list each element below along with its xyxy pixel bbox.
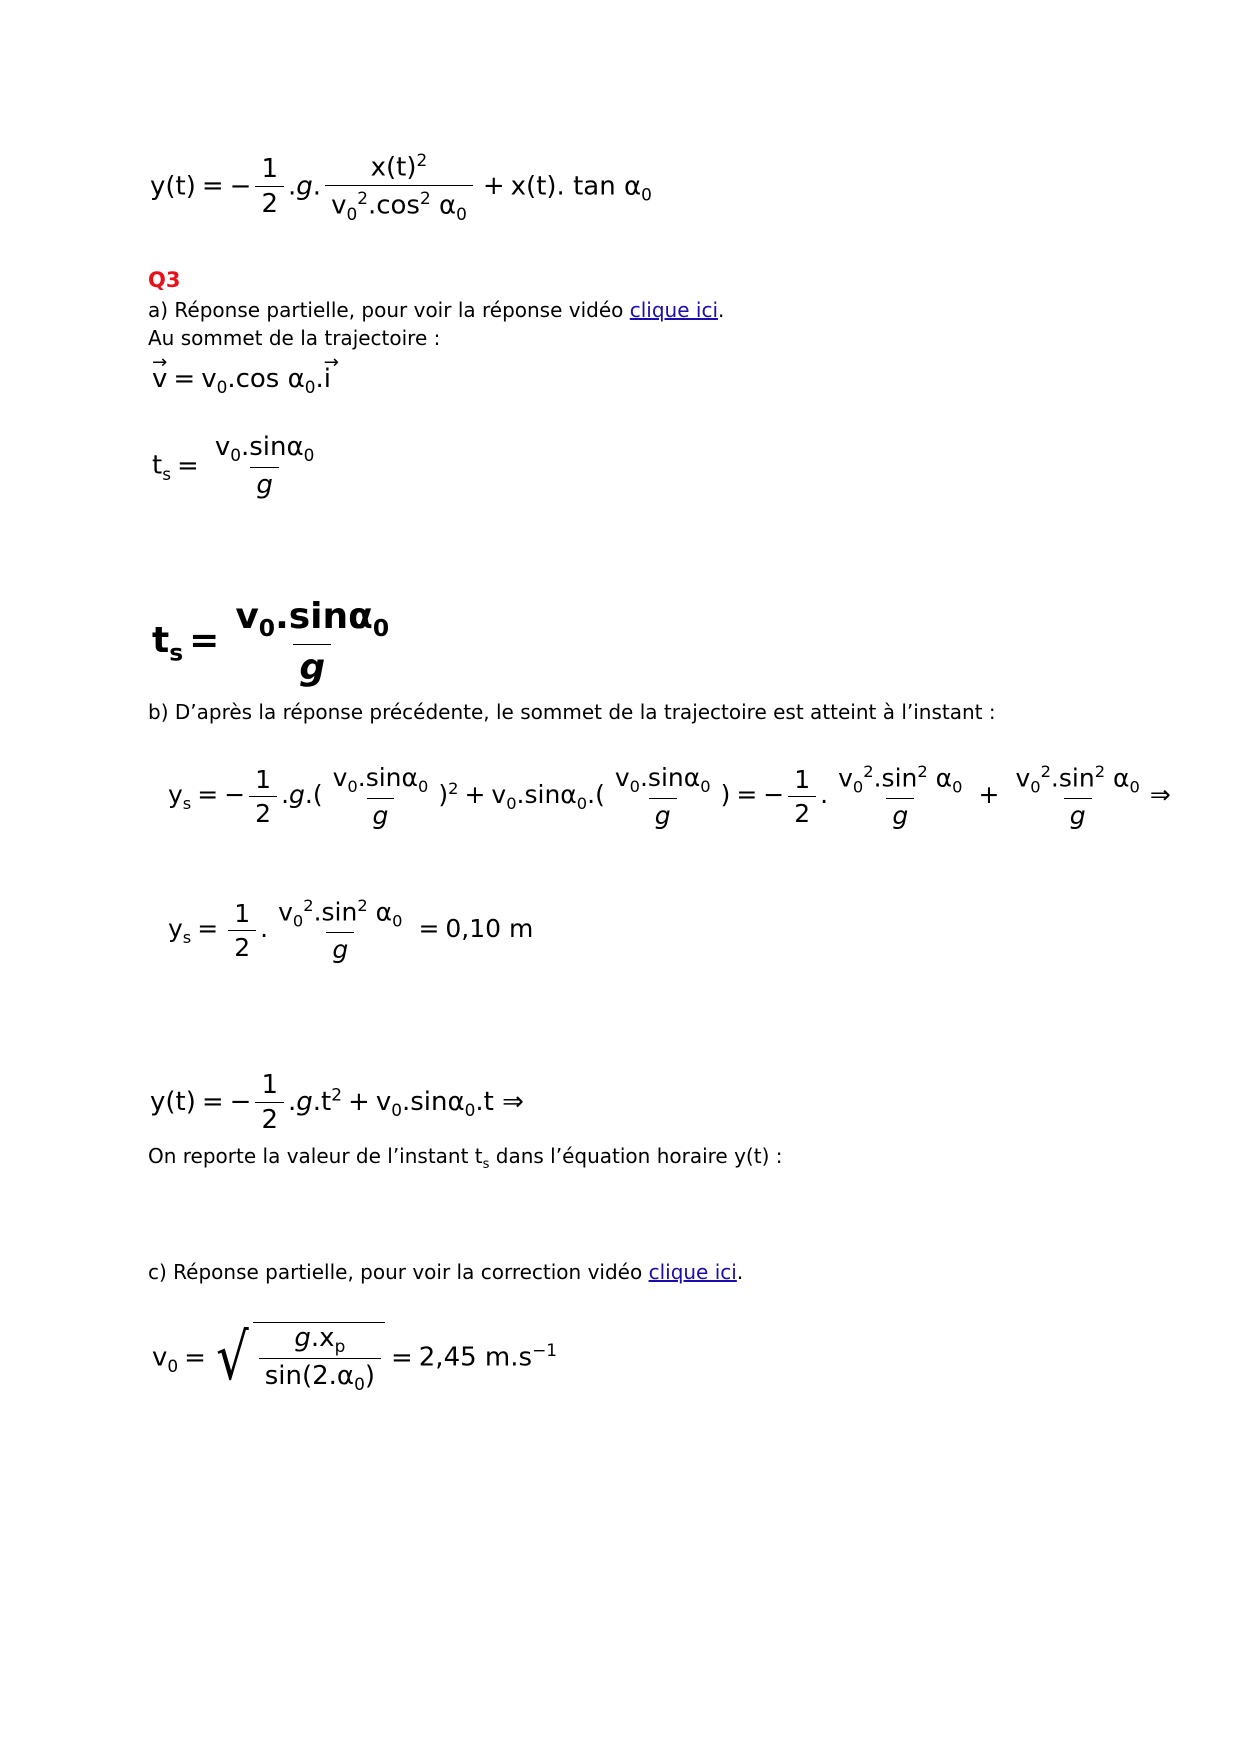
equation-hourly-y: y(t) = − $\frac{1}{2}$ $.g.t^2 + v_0.\sin\alpha_0.t$ ⇒ xyxy=(150,1070,524,1135)
equation-ts-large: $t_s$ = $\frac{v_0.\sin\alpha_0}{g}$ xyxy=(152,596,390,689)
answer-c-line xyxy=(148,1260,743,1284)
summit-label: Au sommet de la trajectoire : xyxy=(148,326,441,350)
question-label: Q3 xyxy=(148,268,181,292)
equation-ys-result: $y_s$ = $\frac{1}{2}$ . $\frac{v_0^2.\sin^2 \alpha_0}{g}$ = 0,10 m xyxy=(168,896,534,965)
answer-a-period: . xyxy=(718,298,725,322)
report-sub: s xyxy=(482,1157,490,1172)
video-link-a[interactable]: clique ici xyxy=(629,298,719,322)
video-link-c[interactable]: clique ici xyxy=(648,1260,737,1284)
answer-c-text: c) Réponse partielle, pour voir la correction vidéo xyxy=(148,1260,649,1284)
equation-ts-small: $t_s$ = $\frac{v_0.\sin\alpha_0}{g}$ xyxy=(152,432,315,501)
ys-value: 0,10 m xyxy=(445,914,534,944)
v0-value: 2,45 m.s xyxy=(418,1342,533,1373)
equation-trajectory: y(t) = − $\frac{1}{2}$ .g. $\frac{x(t)^2}{v_0^2.\cos^2 \alpha_0}$ + x(t). $\tan \alpha_0$ xyxy=(150,150,652,224)
report-text-end: dans l’équation horaire y(t) : xyxy=(489,1144,783,1168)
equation-v0: $v_0$ = √ $\frac{g.x_p}{\sin(2.\alpha_0)}$ = 2,45 $m.s^{-1}$ xyxy=(152,1321,557,1396)
answer-c-period: . xyxy=(736,1260,744,1284)
equation-velocity: → $v = v_0.\cos$ $\alpha_0.\to i$ xyxy=(152,364,331,397)
equation-ys-expanded: $y_s$ = − $\frac{1}{2}$ .g.( $\frac{v_0.\sin\alpha_0}{g}$ )$^2 + v_0.\sin\alpha_0$.( $\frac{v_0.\sin\alpha_0}{g}$ ) = − $\frac{1}{2}$ . $\frac{v_0^2.\sin^2 \alpha_0}{g}$ + $\frac{v_0^2.\sin^2 \alpha_0}{g}$ ⇒ xyxy=(168,762,1171,831)
answer-a-text: a) Réponse partielle, pour voir la réponse vidéo xyxy=(148,298,630,322)
report-line xyxy=(148,1144,782,1172)
report-text: On reporte la valeur de l’instant t xyxy=(148,1144,483,1168)
answer-b-line: b) D’après la réponse précédente, le sommet de la trajectoire est atteint à l’instant : xyxy=(148,700,996,724)
answer-a-line xyxy=(148,298,724,322)
v0-exponent: −1 xyxy=(532,1340,557,1361)
